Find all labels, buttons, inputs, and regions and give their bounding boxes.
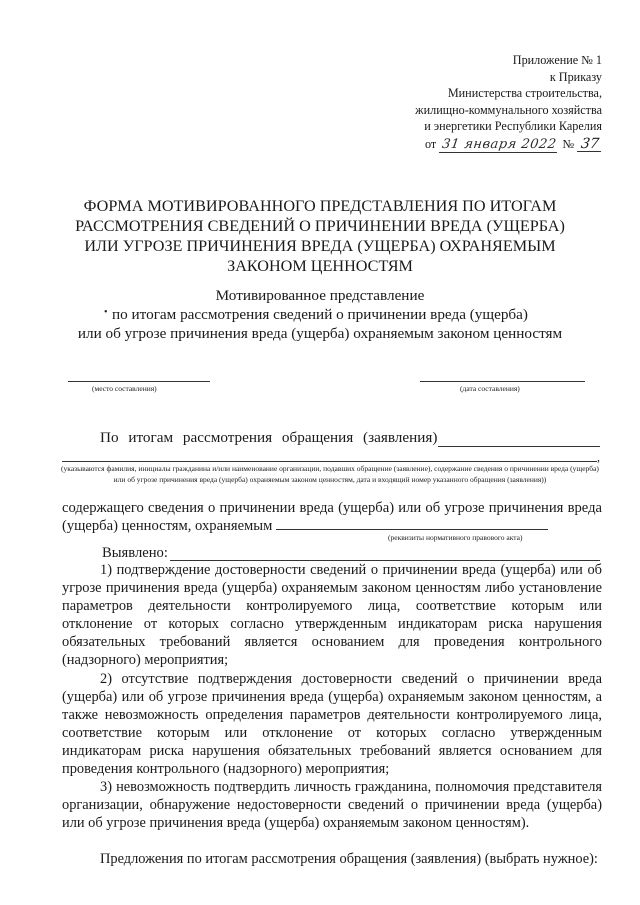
- appeal-comma: ,: [597, 450, 600, 464]
- act-caption: (реквизиты нормативного правового акта): [388, 533, 523, 542]
- subtitle-line-2: по итогам рассмотрения сведений о причинении вреда (ущерба): [112, 306, 528, 323]
- proposals: [62, 850, 602, 868]
- appendix-ministry-2: жилищно-коммунального хозяйства: [415, 102, 602, 117]
- subtitle-block: [40, 286, 600, 343]
- appendix-ministry: Министерства строительства,: [447, 86, 602, 100]
- containing-text-content: содержащего сведения о причинении вреда (ущерба) или об угрозе причинения вреда (ущерба) ценностям, охраняемым: [62, 500, 602, 535]
- number-label: №: [562, 136, 575, 151]
- appeal-text: По итогам рассмотрения обращения (заявления): [100, 429, 438, 446]
- subtitle-line-1: Мотивированное представление: [215, 287, 425, 304]
- item-1: [62, 561, 602, 670]
- date-field-line: [420, 381, 585, 382]
- item-2: [62, 670, 602, 779]
- from-label: от: [424, 136, 437, 151]
- containing-text: [62, 499, 602, 535]
- item-1-text: 1) подтверждение достоверности сведений о причинении вреда (ущерба) или об угрозе причинения вреда (ущерба) охраняемым законом ценностям либо установление параметров деятельности контролируемого лица, соответствие которым или отклонение от которых согласно утвержденным индикаторам риска нарушения обязательных требований является основанием для проведения контрольного (надзорного) мероприятия;: [62, 562, 602, 669]
- handwritten-date: 31 января 2022: [439, 138, 559, 153]
- item-3-text: 3) невозможность подтвердить личность гражданина, полномочия представителя организации, обнаружение недостоверности сведений о причинении вреда (ущерба) или об угрозе причинения вреда (ущерба) охраняемым законом ценностям).: [62, 779, 602, 832]
- revealed-label: Выявлено:: [102, 545, 168, 561]
- appendix-number: Приложение № 1: [512, 53, 602, 67]
- item-2-text: 2) отсутствие подтверждения достоверности сведений о причинении вреда (ущерба) или об угрозе причинения вреда (ущерба) охраняемым законом ценностям, а также невозможность определения параметров деятельности контролируемого лица, соответствие которым или отклонение от которых согласно утвержденным индикаторам риска нарушения обязательных требований является основанием для проведения контрольного (надзорного) мероприятия;: [62, 671, 602, 778]
- subtitle-line-3: или об угрозе причинения вреда (ущерба) охраняемым законом ценностям: [77, 325, 563, 342]
- appendix-ministry-3: и энергетики Республики Карелия: [424, 119, 602, 133]
- proposals-text: Предложения по итогам рассмотрения обращения (заявления) (выбрать нужное):: [100, 851, 598, 867]
- date-caption: (дата составления): [460, 384, 520, 393]
- place-field-line: [68, 381, 210, 382]
- act-field-line: [276, 517, 548, 530]
- order-date-line: [415, 136, 602, 153]
- item-3: [62, 778, 602, 832]
- stray-dot: •: [104, 307, 108, 318]
- appeal-note: (указываются фамилия, инициалы гражданина и/или наименование организации, подавших обращение (заявление), содержание сведения о причинении вреда (ущерба) или об угрозе причинения вреда (ущерба) охраняемым законом ценностям, дата и входящий номер указанного обращения (заявления)): [61, 464, 599, 484]
- place-caption: (место составления): [92, 384, 157, 393]
- appendix-order-ref: к Приказу: [549, 69, 602, 84]
- handwritten-number: 37: [577, 137, 603, 152]
- form-title: ФОРМА МОТИВИРОВАННОГО ПРЕДСТАВЛЕНИЯ ПО ИТОГАМ РАССМОТРЕНИЯ СВЕДЕНИЙ О ПРИЧИНЕНИИ ВРЕДА (УЩЕРБА) ИЛИ УГРОЗЕ ПРИЧИНЕНИЯ ВРЕДА (УЩЕРБА) ОХРАНЯЕМЫМ ЗАКОНОМ ЦЕННОСТЯМ: [75, 197, 565, 275]
- appeal-full-line: [62, 461, 597, 462]
- appendix-block: [415, 52, 602, 153]
- appeal-field-line: [438, 446, 600, 447]
